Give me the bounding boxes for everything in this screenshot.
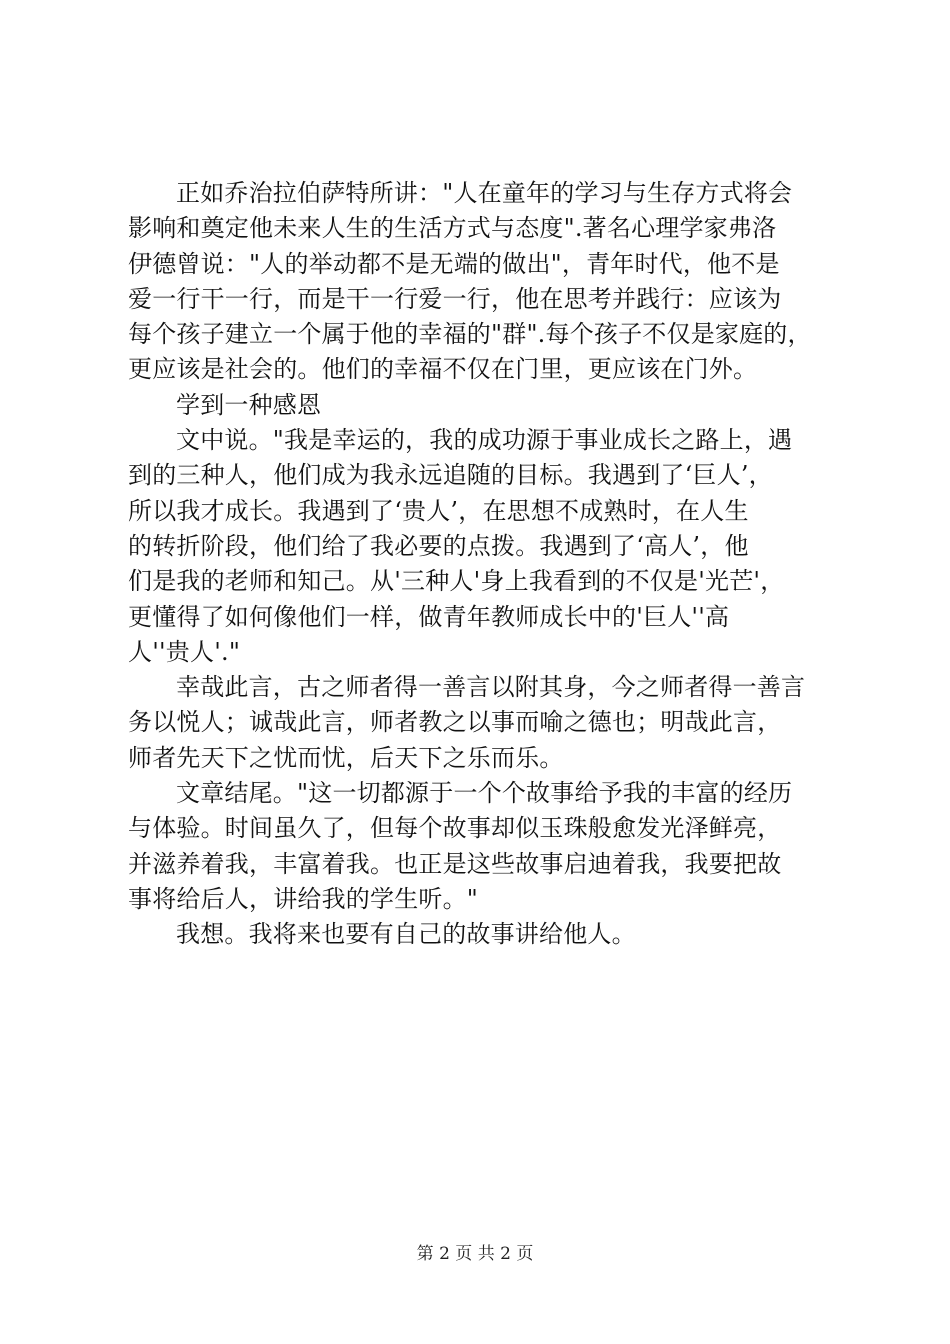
text-line: 到的三种人，他们成为我永远追随的目标。我遇到了‘巨人’，: [128, 461, 773, 490]
text-line: 更懂得了如何像他们一样，做青年教师成长中的'巨人''高: [128, 602, 730, 631]
page-number: 第 2 页 共 2 页: [416, 1244, 534, 1264]
text-line: 们是我的老师和知己。从'三种人'身上我看到的不仅是'光芒'，: [128, 567, 785, 596]
text-line: 的转折阶段，他们给了我必要的点拨。我遇到了‘高人’，他: [128, 531, 749, 560]
text-line: 务以悦人；诚哉此言，师者教之以事而喻之德也；明哉此言，: [128, 708, 782, 737]
text-line: 更应该是社会的。他们的幸福不仅在门里，更应该在门外。: [128, 355, 758, 384]
text-line: 人''贵人'.": [128, 637, 241, 666]
text-line: 并滋养着我，丰富着我。也正是这些故事启迪着我，我要把故: [128, 849, 782, 878]
text-line: 师者先天下之忧而忧，后天下之乐而乐。: [128, 743, 564, 772]
section-heading: 学到一种感恩: [176, 390, 322, 419]
text-line: 伊德曾说："人的举动都不是无端的做出"，青年时代，他不是: [128, 249, 780, 278]
text-line: 正如乔治拉伯萨特所讲："人在童年的学习与生存方式将会: [176, 179, 793, 207]
document-body: [128, 176, 838, 953]
text-line: 所以我才成长。我遇到了‘贵人’，在思想不成熟时，在人生: [128, 496, 749, 525]
text-line: 与体验。时间虽久了，但每个故事却似玉珠般愈发光泽鲜亮，: [128, 814, 782, 843]
text-line: 幸哉此言，古之师者得一善言以附其身，今之师者得一善言: [176, 673, 806, 702]
text-line: 我想。我将来也要有自己的故事讲给他人。: [176, 920, 636, 949]
text-line: 每个孩子建立一个属于他的幸福的"群".每个孩子不仅是家庭的，: [128, 320, 812, 349]
text-line: 事将给后人，讲给我的学生听。": [128, 884, 479, 913]
text-line: 文章结尾。"这一切都源于一个个故事给予我的丰富的经历: [176, 779, 793, 808]
page-footer: [0, 1244, 950, 1264]
text-line: 爱一行干一行，而是干一行爱一行，他在思考并践行：应该为: [128, 284, 782, 313]
text-line: 文中说。"我是幸运的，我的成功源于事业成长之路上，遇: [176, 426, 793, 455]
text-line: 影响和奠定他未来人生的生活方式与态度".著名心理学家弗洛: [128, 214, 777, 243]
